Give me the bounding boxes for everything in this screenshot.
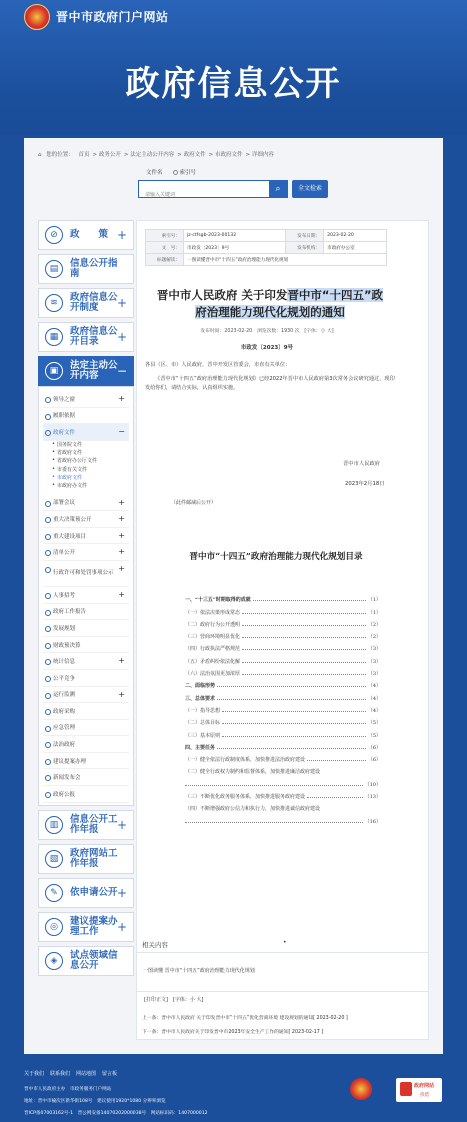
expand-icon[interactable]: + [116, 817, 127, 832]
header-banner [0, 0, 467, 135]
sidebar-item-label: 政府信息公开目录 [70, 326, 118, 347]
badge-subtitle: 找错 [420, 1093, 429, 1098]
toc-title: 一、“十三五”时期取得的成就 [185, 597, 251, 604]
toc-row [185, 726, 381, 738]
toc-leader [185, 822, 363, 823]
banner-title: 政府信息公开 [125, 64, 342, 104]
toc-row [185, 800, 381, 812]
radio-icon [173, 170, 178, 175]
toc-row [185, 751, 381, 763]
toc-leader [307, 797, 363, 798]
sidebar-item-apply[interactable] [38, 878, 134, 908]
document-body [145, 361, 395, 398]
expand-icon[interactable]: + [118, 689, 125, 699]
toc-leader [222, 711, 366, 712]
subnav-item[interactable]: 部署会议 + [43, 495, 129, 512]
sidebar-item-label: 信息公开指南 [70, 258, 118, 279]
toc-row [185, 763, 381, 775]
toc-page: （6） [367, 744, 381, 751]
subnav-item[interactable]: 政府公报 [43, 786, 129, 803]
proposal-icon: ◎ [45, 918, 63, 936]
subnav-item[interactable]: 行政许可和处罚事项公示 + [43, 561, 129, 587]
signer: 晋中市人民政府 [343, 461, 381, 467]
toc-leader [242, 662, 366, 663]
toc-leader [242, 613, 366, 614]
toc-row [185, 689, 381, 701]
subnav-leaf[interactable]: • 市委有关文件 [43, 466, 129, 474]
expand-icon[interactable]: + [116, 330, 127, 344]
expand-icon[interactable]: + [118, 497, 125, 507]
subnav-item[interactable]: 建议提案办理 [43, 753, 129, 770]
badge-icon [400, 1082, 412, 1096]
footer-sponsor: 晋中市人民政府主办 市政务服务门户网站 [24, 1087, 112, 1092]
sign-date: 2023年2月18日 [345, 481, 385, 487]
collapse-icon[interactable]: − [116, 364, 127, 378]
subnav-item[interactable]: 发展规划 [43, 620, 129, 637]
expand-icon[interactable]: + [116, 919, 127, 934]
toc-page: （1） [367, 597, 381, 604]
meta-key: 发布日期： [286, 230, 324, 242]
subnav-item[interactable]: 政府工作报告 [43, 604, 129, 621]
sidebar-item-label: 信息公开工作年报 [70, 813, 118, 835]
toc-page: （5） [367, 720, 381, 727]
toc-title: （三）营商环境明显优化 [185, 634, 241, 641]
meta-key: 索引号： [146, 230, 184, 242]
toc-title: 二、面临形势 [185, 683, 216, 690]
expand-icon[interactable]: + [118, 563, 125, 573]
subnav-item[interactable]: 统计信息 + [43, 653, 129, 670]
apply-icon: ✎ [45, 884, 63, 902]
table-of-contents [185, 591, 381, 825]
toc-page: （4） [367, 683, 381, 690]
meta-value: 市政府办公室 [324, 242, 387, 254]
breadcrumb-item: 详细内容 [251, 152, 274, 158]
subnav-leaf[interactable]: • 市政府办文件 [43, 482, 129, 490]
subnav-item[interactable]: 政府采购 [43, 703, 129, 720]
breadcrumb-item[interactable]: 市政府文件 [215, 152, 243, 158]
sidebar-item-guide[interactable] [38, 254, 134, 284]
party-gov-emblem-icon[interactable] [350, 1078, 372, 1100]
related-link[interactable]: 一图读懂 晋中市“十四五”政府治理能力现代化规划 [143, 968, 255, 974]
related-heading: 相关内容 [142, 941, 168, 949]
subnav-item[interactable]: 重大决策预公开 + [43, 511, 129, 528]
footer-link[interactable]: 留言板 [102, 1071, 118, 1077]
sidebar [38, 220, 134, 980]
meta-key: 文 号： [146, 242, 184, 254]
toc-page: （6） [367, 757, 381, 764]
toc-page: （13） [364, 794, 381, 801]
salutation: 各县（区、市）人民政府，晋中开发区管委会，市直有关单位： [145, 362, 291, 368]
sidebar-item-policy[interactable] [38, 220, 134, 250]
toc-row [185, 591, 381, 603]
toc-title: （五）矛盾纠纷依法化解 [185, 658, 241, 665]
expand-icon[interactable]: + [116, 885, 127, 900]
sidebar-item-web-report[interactable] [38, 844, 134, 874]
toc-title: （六）法治氛围更加浓厚 [185, 671, 241, 678]
subnav-item[interactable]: 领导之窗 + [43, 391, 129, 408]
subnav-item[interactable]: 财政预决算 [43, 637, 129, 654]
search-button[interactable] [269, 181, 287, 197]
toc-row-continued [185, 812, 381, 824]
subnav-item[interactable]: 应急管理 [43, 720, 129, 737]
footer-link[interactable]: 关于我们 [24, 1071, 45, 1077]
toc-row [185, 702, 381, 714]
sidebar-item-label: 建议提案办理工作 [70, 915, 118, 937]
toc-row [185, 616, 381, 628]
toc-title: （一）指导思想 [185, 707, 221, 714]
guide-icon: ▤ [45, 260, 63, 278]
expand-icon[interactable]: + [118, 547, 125, 557]
toc-title: （一）依法决策形成常态 [185, 609, 241, 616]
sidebar-item-catalog[interactable] [38, 322, 134, 352]
footer-icp[interactable]: 晋ICP备07003162号-1 晋公网安备14070202000038号 网站标识码：1407000012 [24, 1111, 208, 1116]
full-text-search-button[interactable]: 全文检索 [292, 180, 328, 198]
subnav-leaf[interactable]: • 省政府办公厅文件 [43, 457, 129, 465]
search-tab-filename[interactable]: 文件名 [146, 170, 163, 176]
subnav-item[interactable]: 公平竞争 [43, 670, 129, 687]
search-box [138, 180, 288, 198]
sidebar-item-label: 政府网站工作年报 [70, 847, 118, 869]
toc-title: （三）基本原则 [185, 732, 221, 739]
main-panel [24, 138, 443, 1054]
sidebar-item-label: 政 策 [70, 229, 109, 240]
toc-leader [222, 736, 366, 737]
document-title: 晋中市人民政府 关于印发晋中市“十四五”政府治理能力现代化规划的通知 [156, 288, 384, 319]
toc-title: （四）不断增强政府公信力和执行力，加快推进诚信政府建设 [185, 806, 321, 813]
toc-row [185, 788, 381, 800]
toc-title: 三、总体要求 [185, 695, 216, 702]
next-article-link[interactable]: 下一条：晋中市人民政府关于印发晋中市2023年安全生产工作的通知[ 2023-02-17 ] [142, 1030, 324, 1035]
breadcrumb-item[interactable]: 首页 [78, 152, 90, 158]
footer-link[interactable]: 网站地图 [76, 1071, 97, 1077]
toc-row [185, 677, 381, 689]
breadcrumb-item[interactable]: 政府文件 [183, 152, 206, 158]
sidebar-subnav [38, 386, 134, 806]
sidebar-item-proposal[interactable] [38, 912, 134, 942]
footer-link[interactable]: 联系我们 [50, 1071, 71, 1077]
sidebar-item-statutory[interactable] [38, 356, 134, 386]
breadcrumb-label: 您的位置： [46, 152, 74, 158]
sidebar-item-label: 政府信息公开制度 [70, 292, 118, 313]
breadcrumb: ⌂ 您的位置： 首页 > 政务公开 > 法定主动公开内容 > 政府文件 > 市政府文件 > 详细内容 [38, 152, 274, 158]
toc-page: （3） [367, 671, 381, 678]
toc-row [185, 665, 381, 677]
search-input[interactable] [139, 187, 261, 203]
subnav-leaf[interactable]: • 国务院文件 [43, 441, 129, 449]
toc-page: （16） [364, 818, 381, 825]
toc-leader [253, 600, 366, 601]
article-content [136, 220, 429, 1040]
badge-title: 政府网站 [414, 1083, 435, 1089]
home-icon: ⌂ [38, 152, 42, 158]
document-info-line: 发布时间：2023-02-20 浏览次数：1930 次 [字体：小 大] [200, 329, 334, 334]
expand-icon[interactable]: + [118, 589, 125, 599]
public-note: （此件邮减后公开） [171, 500, 217, 506]
toc-title: （四）行政执法严格规范 [185, 646, 241, 653]
separator-dot: • [283, 939, 287, 946]
site-name[interactable]: 晋中市政府门户网站 [56, 10, 169, 24]
toc-row [185, 714, 381, 726]
subnav-item[interactable]: 新闻发布会 [43, 769, 129, 786]
meta-key: 发布机构： [286, 242, 324, 254]
body-paragraph: 《晋中市“十四五”政府治理能力现代化规划》已经2022年晋中市人民政府第3次常务会议研究通过，现印发给你们，请结合实际，认真组织实施。 [145, 376, 395, 391]
toc-leader [242, 625, 366, 626]
search-icon: ⌕ [275, 184, 281, 194]
subnav-leaf-current[interactable]: • 市政府文件 [43, 474, 129, 482]
toc-title: （二）健全行政权力制约和监督体系，加快推进廉洁政府建设 [185, 769, 321, 776]
footer-address: 地址：晋中市榆次区新华街108号 建议使用1920*1080 分辨率浏览 [24, 1099, 166, 1104]
toc-title: （三）不断优化政务服务体系，加快推进服务政府建设 [185, 794, 306, 801]
toc-page: （4） [367, 695, 381, 702]
expand-icon[interactable]: + [118, 514, 125, 524]
footer-links [24, 1070, 117, 1077]
expand-icon[interactable]: + [116, 228, 127, 242]
national-emblem-icon [24, 4, 50, 30]
subnav-item[interactable]: 人事招考 + [43, 587, 129, 604]
sidebar-item-system[interactable] [38, 288, 134, 318]
toc-title: 四、主要任务 [185, 744, 216, 751]
document-number: 市政发〔2023〕9号 [240, 345, 294, 351]
document-meta-table [145, 229, 387, 266]
toc-leader [242, 649, 366, 650]
plan-title: 晋中市“十四五”政府治理能力现代化规划目录 [189, 552, 363, 562]
toc-leader [217, 699, 366, 700]
toc-row-continued [185, 775, 381, 787]
report-icon: ▥ [45, 816, 63, 834]
toc-page: （10） [364, 781, 381, 788]
subnav-leaf[interactable]: • 省政府文件 [43, 449, 129, 457]
toc-row [185, 603, 381, 615]
toc-row [185, 739, 381, 751]
subnav-item[interactable]: 运行监测 + [43, 687, 129, 704]
meta-value: 2023-02-20 [324, 230, 387, 242]
toc-title: （二）总体目标 [185, 720, 221, 727]
prev-article-link[interactable]: 上一条：晋中市人民政府 关于印发晋中市“十四五”优化营商环境 建设规划的通知[ 2023-02-20 ] [142, 1016, 348, 1021]
toc-page: （5） [367, 732, 381, 739]
toc-leader [242, 674, 366, 675]
toc-page: （2） [367, 634, 381, 641]
toc-leader [217, 748, 366, 749]
meta-value: jz-ctfsgb-2023-00132 [184, 230, 286, 242]
toc-row [185, 652, 381, 664]
sidebar-item-pilot[interactable] [38, 946, 134, 976]
toc-page: （3） [367, 658, 381, 665]
toc-page: （3） [367, 646, 381, 653]
document-icon: ▣ [45, 362, 63, 380]
subnav-item[interactable]: 法治政府 [43, 736, 129, 753]
toc-title: （二）政府行为公开透明 [185, 621, 241, 628]
expand-icon[interactable]: + [116, 296, 127, 310]
pilot-icon: ◈ [45, 952, 63, 970]
gov-website-error-badge[interactable] [396, 1078, 442, 1102]
toc-page: （2） [367, 621, 381, 628]
toc-title: （一）健全依法行政制度体系，加快推进法治政府建设 [185, 757, 306, 764]
toc-leader [242, 637, 366, 638]
search-type-tabs [146, 168, 196, 176]
sidebar-item-label: 法定主动公开内容 [70, 360, 118, 381]
subnav-item-government-docs[interactable]: 政府文件 − [43, 424, 129, 441]
subnav-item[interactable]: 清单公开 + [43, 544, 129, 561]
toc-leader [185, 785, 363, 786]
subnav-item[interactable]: 重大建设项目 + [43, 528, 129, 545]
expand-icon[interactable]: + [118, 394, 125, 403]
catalog-icon: ▦ [45, 328, 63, 346]
web-report-icon: ▧ [45, 850, 63, 868]
breadcrumb-item[interactable]: 法定主动公开内容 [130, 152, 175, 158]
sidebar-item-label: 依申请公开 [70, 886, 118, 898]
compass-icon: ⊘ [45, 226, 63, 244]
toc-leader [217, 686, 366, 687]
subnav-item[interactable]: 履职依据 [43, 408, 129, 425]
sidebar-item-label: 试点领域信息公开 [70, 949, 118, 971]
meta-value-link[interactable]: 一图读懂晋中市“十四五”政府治理能力现代化规划 [184, 254, 387, 266]
toc-page: （1） [367, 609, 381, 616]
meta-value: 市政发〔2023〕9号 [184, 242, 286, 254]
sidebar-item-info-report[interactable] [38, 810, 134, 840]
meta-key: 标题解读： [146, 254, 184, 266]
toc-row [185, 640, 381, 652]
toc-row [185, 628, 381, 640]
breadcrumb-item[interactable]: 政务公开 [98, 152, 121, 158]
toc-leader [222, 723, 366, 724]
expand-icon[interactable]: + [118, 530, 125, 540]
collapse-icon[interactable]: − [118, 427, 125, 437]
layers-icon: ≋ [45, 294, 63, 312]
toc-leader [307, 760, 366, 761]
related-box [136, 952, 429, 992]
print-row[interactable]: [打印正文] [字体：小 大] [144, 997, 204, 1003]
search-tab-index[interactable]: 索引号 [173, 168, 197, 176]
footer [0, 1062, 467, 1122]
expand-icon[interactable]: + [118, 656, 125, 666]
toc-page: （4） [367, 707, 381, 714]
